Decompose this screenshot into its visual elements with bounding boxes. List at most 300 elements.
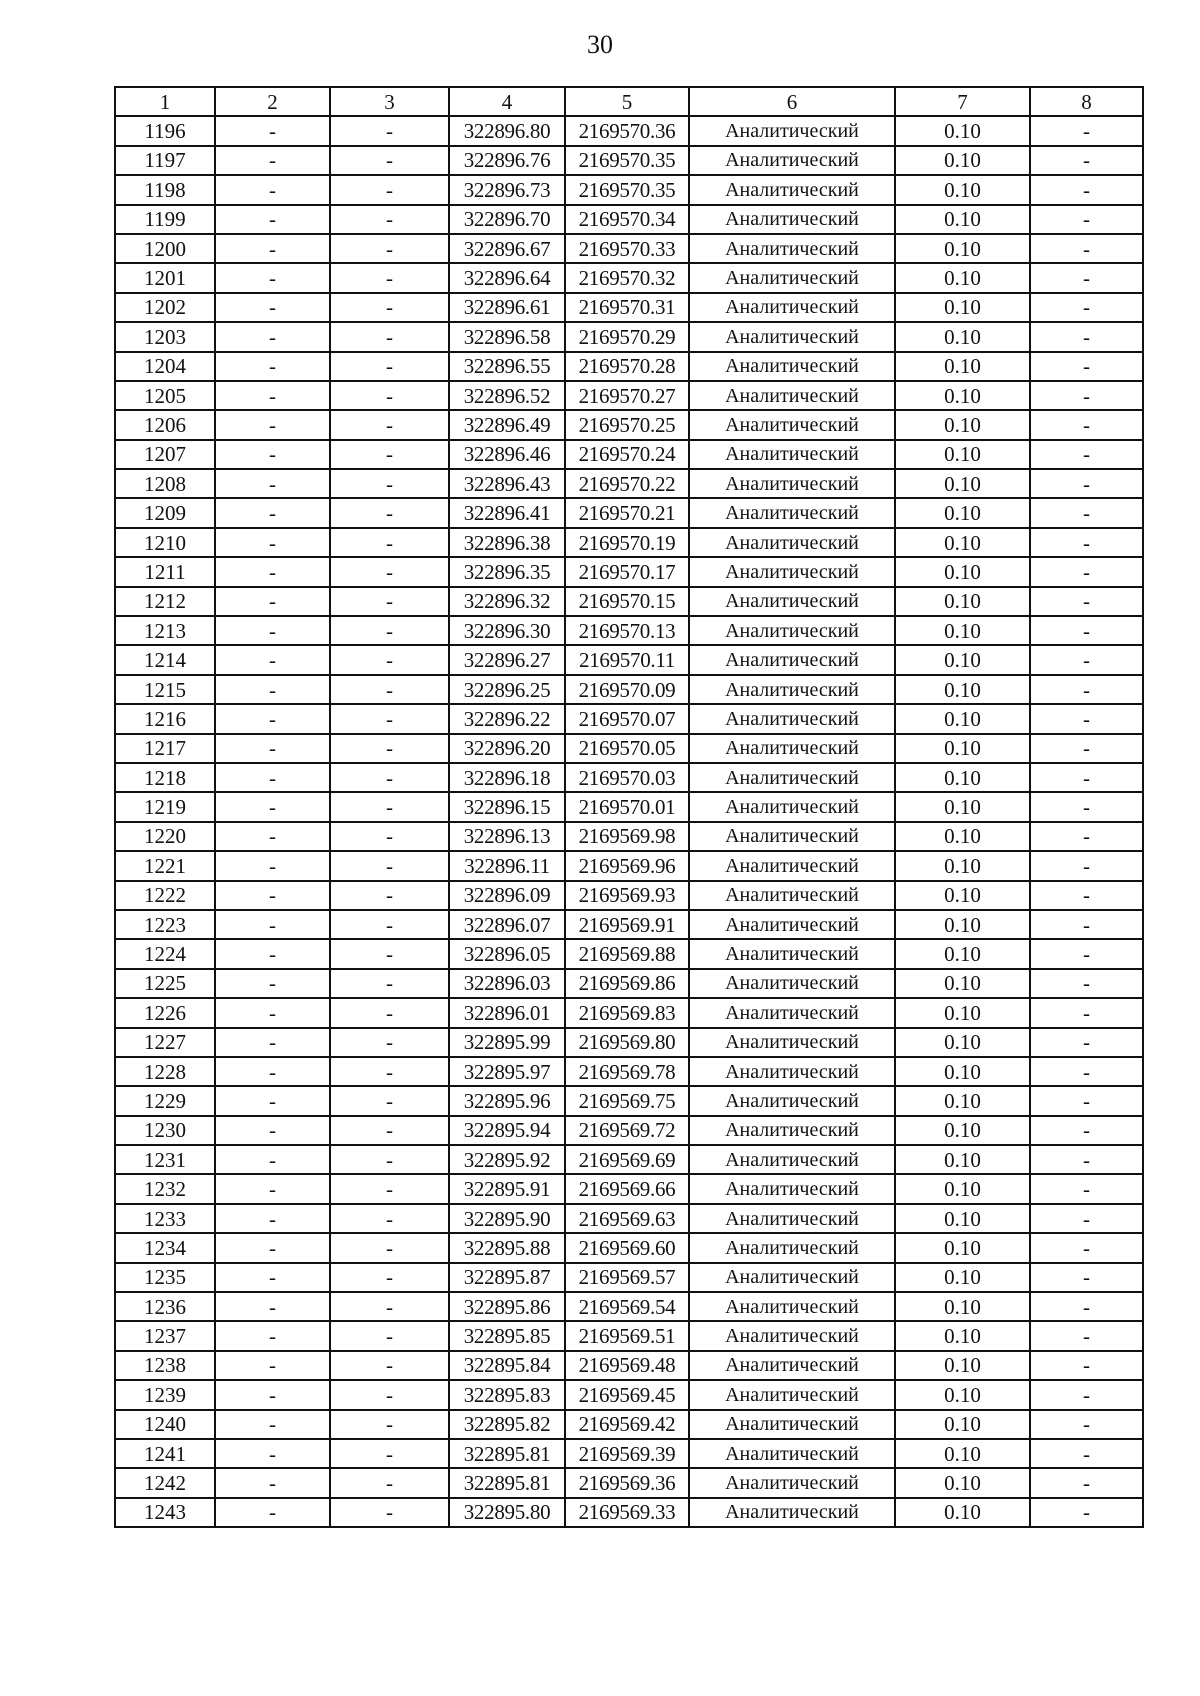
method-cell: Аналитический: [689, 1086, 895, 1115]
point-number-cell: 1199: [115, 205, 215, 234]
blank-cell: -: [330, 704, 449, 733]
accuracy-cell: 0.10: [895, 498, 1030, 527]
accuracy-cell: 0.10: [895, 1498, 1030, 1527]
y-coordinate-cell: 2169569.60: [565, 1233, 689, 1262]
blank-cell: -: [215, 1233, 330, 1262]
accuracy-cell: 0.10: [895, 381, 1030, 410]
method-cell: Аналитический: [689, 1057, 895, 1086]
column-header: 7: [895, 87, 1030, 116]
accuracy-cell: 0.10: [895, 1380, 1030, 1409]
blank-cell: -: [330, 1116, 449, 1145]
accuracy-cell: 0.10: [895, 645, 1030, 674]
blank-cell: -: [1030, 146, 1143, 175]
y-coordinate-cell: 2169569.45: [565, 1380, 689, 1409]
blank-cell: -: [330, 734, 449, 763]
blank-cell: -: [215, 1204, 330, 1233]
method-cell: Аналитический: [689, 998, 895, 1027]
x-coordinate-cell: 322895.91: [449, 1174, 565, 1203]
x-coordinate-cell: 322896.09: [449, 881, 565, 910]
method-cell: Аналитический: [689, 1204, 895, 1233]
point-number-cell: 1205: [115, 381, 215, 410]
x-coordinate-cell: 322896.58: [449, 322, 565, 351]
y-coordinate-cell: 2169569.83: [565, 998, 689, 1027]
blank-cell: -: [330, 440, 449, 469]
point-number-cell: 1215: [115, 675, 215, 704]
point-number-cell: 1202: [115, 293, 215, 322]
accuracy-cell: 0.10: [895, 1204, 1030, 1233]
blank-cell: -: [215, 1498, 330, 1527]
method-cell: Аналитический: [689, 587, 895, 616]
blank-cell: -: [330, 1380, 449, 1409]
blank-cell: -: [1030, 763, 1143, 792]
blank-cell: -: [215, 1351, 330, 1380]
blank-cell: -: [1030, 704, 1143, 733]
table-row: [115, 528, 1143, 557]
accuracy-cell: 0.10: [895, 1292, 1030, 1321]
table-row: [115, 1233, 1143, 1262]
page-number: 30: [587, 30, 613, 59]
y-coordinate-cell: 2169569.72: [565, 1116, 689, 1145]
method-cell: Аналитический: [689, 675, 895, 704]
table-row: [115, 1174, 1143, 1203]
blank-cell: -: [215, 175, 330, 204]
table-row: [115, 440, 1143, 469]
blank-cell: -: [330, 234, 449, 263]
blank-cell: -: [215, 1410, 330, 1439]
accuracy-cell: 0.10: [895, 557, 1030, 586]
blank-cell: -: [1030, 910, 1143, 939]
blank-cell: -: [1030, 998, 1143, 1027]
point-number-cell: 1220: [115, 822, 215, 851]
accuracy-cell: 0.10: [895, 704, 1030, 733]
x-coordinate-cell: 322896.76: [449, 146, 565, 175]
blank-cell: -: [1030, 1174, 1143, 1203]
blank-cell: -: [1030, 469, 1143, 498]
accuracy-cell: 0.10: [895, 1410, 1030, 1439]
method-cell: Аналитический: [689, 528, 895, 557]
method-cell: Аналитический: [689, 1116, 895, 1145]
blank-cell: -: [215, 704, 330, 733]
y-coordinate-cell: 2169570.21: [565, 498, 689, 527]
blank-cell: -: [215, 1321, 330, 1350]
point-number-cell: 1211: [115, 557, 215, 586]
x-coordinate-cell: 322895.94: [449, 1116, 565, 1145]
point-number-cell: 1209: [115, 498, 215, 527]
blank-cell: -: [215, 1086, 330, 1115]
y-coordinate-cell: 2169570.35: [565, 146, 689, 175]
method-cell: Аналитический: [689, 175, 895, 204]
y-coordinate-cell: 2169569.80: [565, 1028, 689, 1057]
blank-cell: -: [1030, 675, 1143, 704]
method-cell: Аналитический: [689, 734, 895, 763]
table-row: [115, 969, 1143, 998]
blank-cell: -: [330, 1233, 449, 1262]
blank-cell: -: [1030, 1498, 1143, 1527]
table-row: [115, 1410, 1143, 1439]
blank-cell: -: [330, 1145, 449, 1174]
x-coordinate-cell: 322896.43: [449, 469, 565, 498]
point-number-cell: 1237: [115, 1321, 215, 1350]
method-cell: Аналитический: [689, 263, 895, 292]
blank-cell: -: [1030, 1233, 1143, 1262]
table-row: [115, 1057, 1143, 1086]
y-coordinate-cell: 2169570.07: [565, 704, 689, 733]
x-coordinate-cell: 322896.13: [449, 822, 565, 851]
blank-cell: -: [1030, 175, 1143, 204]
x-coordinate-cell: 322896.18: [449, 763, 565, 792]
blank-cell: -: [330, 528, 449, 557]
blank-cell: -: [330, 822, 449, 851]
blank-cell: -: [215, 146, 330, 175]
method-cell: Аналитический: [689, 881, 895, 910]
x-coordinate-cell: 322895.82: [449, 1410, 565, 1439]
blank-cell: -: [1030, 1351, 1143, 1380]
blank-cell: -: [330, 1057, 449, 1086]
method-cell: Аналитический: [689, 557, 895, 586]
accuracy-cell: 0.10: [895, 881, 1030, 910]
y-coordinate-cell: 2169570.25: [565, 410, 689, 439]
blank-cell: -: [1030, 410, 1143, 439]
blank-cell: -: [330, 293, 449, 322]
blank-cell: -: [1030, 1204, 1143, 1233]
table-row: [115, 1204, 1143, 1233]
y-coordinate-cell: 2169569.91: [565, 910, 689, 939]
accuracy-cell: 0.10: [895, 440, 1030, 469]
method-cell: Аналитический: [689, 116, 895, 145]
y-coordinate-cell: 2169570.15: [565, 587, 689, 616]
blank-cell: -: [330, 557, 449, 586]
y-coordinate-cell: 2169570.31: [565, 293, 689, 322]
blank-cell: -: [215, 469, 330, 498]
point-number-cell: 1238: [115, 1351, 215, 1380]
x-coordinate-cell: 322896.41: [449, 498, 565, 527]
method-cell: Аналитический: [689, 322, 895, 351]
point-number-cell: 1239: [115, 1380, 215, 1409]
accuracy-cell: 0.10: [895, 1086, 1030, 1115]
blank-cell: -: [1030, 969, 1143, 998]
method-cell: Аналитический: [689, 1380, 895, 1409]
method-cell: Аналитический: [689, 1468, 895, 1497]
blank-cell: -: [1030, 1057, 1143, 1086]
blank-cell: -: [330, 469, 449, 498]
blank-cell: -: [330, 381, 449, 410]
method-cell: Аналитический: [689, 234, 895, 263]
blank-cell: -: [330, 322, 449, 351]
accuracy-cell: 0.10: [895, 1116, 1030, 1145]
x-coordinate-cell: 322896.22: [449, 704, 565, 733]
blank-cell: -: [215, 381, 330, 410]
blank-cell: -: [215, 1380, 330, 1409]
column-header: 1: [115, 87, 215, 116]
accuracy-cell: 0.10: [895, 969, 1030, 998]
blank-cell: -: [1030, 881, 1143, 910]
table-row: [115, 910, 1143, 939]
accuracy-cell: 0.10: [895, 1233, 1030, 1262]
accuracy-cell: 0.10: [895, 939, 1030, 968]
point-number-cell: 1223: [115, 910, 215, 939]
blank-cell: -: [1030, 1145, 1143, 1174]
blank-cell: -: [215, 1028, 330, 1057]
blank-cell: -: [330, 616, 449, 645]
blank-cell: -: [330, 675, 449, 704]
y-coordinate-cell: 2169569.75: [565, 1086, 689, 1115]
column-header: 3: [330, 87, 449, 116]
x-coordinate-cell: 322896.15: [449, 792, 565, 821]
blank-cell: -: [330, 587, 449, 616]
point-number-cell: 1230: [115, 1116, 215, 1145]
method-cell: Аналитический: [689, 1028, 895, 1057]
point-number-cell: 1228: [115, 1057, 215, 1086]
x-coordinate-cell: 322896.70: [449, 205, 565, 234]
x-coordinate-cell: 322896.64: [449, 263, 565, 292]
accuracy-cell: 0.10: [895, 410, 1030, 439]
accuracy-cell: 0.10: [895, 822, 1030, 851]
accuracy-cell: 0.10: [895, 1439, 1030, 1468]
point-number-cell: 1216: [115, 704, 215, 733]
point-number-cell: 1243: [115, 1498, 215, 1527]
blank-cell: -: [215, 1116, 330, 1145]
x-coordinate-cell: 322895.88: [449, 1233, 565, 1262]
accuracy-cell: 0.10: [895, 851, 1030, 880]
point-number-cell: 1229: [115, 1086, 215, 1115]
method-cell: Аналитический: [689, 410, 895, 439]
blank-cell: -: [215, 734, 330, 763]
blank-cell: -: [215, 352, 330, 381]
blank-cell: -: [215, 1263, 330, 1292]
method-cell: Аналитический: [689, 1351, 895, 1380]
blank-cell: -: [330, 851, 449, 880]
point-number-cell: 1218: [115, 763, 215, 792]
point-number-cell: 1204: [115, 352, 215, 381]
method-cell: Аналитический: [689, 822, 895, 851]
point-number-cell: 1203: [115, 322, 215, 351]
blank-cell: -: [1030, 234, 1143, 263]
blank-cell: -: [330, 1410, 449, 1439]
y-coordinate-cell: 2169570.13: [565, 616, 689, 645]
column-header: 4: [449, 87, 565, 116]
point-number-cell: 1206: [115, 410, 215, 439]
blank-cell: -: [330, 1468, 449, 1497]
x-coordinate-cell: 322895.83: [449, 1380, 565, 1409]
method-cell: Аналитический: [689, 969, 895, 998]
x-coordinate-cell: 322896.55: [449, 352, 565, 381]
accuracy-cell: 0.10: [895, 116, 1030, 145]
table-row: [115, 881, 1143, 910]
method-cell: Аналитический: [689, 1410, 895, 1439]
accuracy-cell: 0.10: [895, 293, 1030, 322]
table-row: [115, 381, 1143, 410]
blank-cell: -: [1030, 293, 1143, 322]
blank-cell: -: [1030, 322, 1143, 351]
table-row: [115, 352, 1143, 381]
blank-cell: -: [330, 1439, 449, 1468]
table-row: [115, 1321, 1143, 1350]
table-row: [115, 1028, 1143, 1057]
accuracy-cell: 0.10: [895, 469, 1030, 498]
method-cell: Аналитический: [689, 1439, 895, 1468]
x-coordinate-cell: 322896.03: [449, 969, 565, 998]
method-cell: Аналитический: [689, 851, 895, 880]
blank-cell: -: [215, 1174, 330, 1203]
point-number-cell: 1208: [115, 469, 215, 498]
accuracy-cell: 0.10: [895, 1351, 1030, 1380]
y-coordinate-cell: 2169570.09: [565, 675, 689, 704]
point-number-cell: 1231: [115, 1145, 215, 1174]
column-header: 5: [565, 87, 689, 116]
table-row: [115, 734, 1143, 763]
blank-cell: -: [330, 1174, 449, 1203]
y-coordinate-cell: 2169569.63: [565, 1204, 689, 1233]
method-cell: Аналитический: [689, 763, 895, 792]
table-row: [115, 1468, 1143, 1497]
blank-cell: -: [1030, 734, 1143, 763]
blank-cell: -: [215, 645, 330, 674]
y-coordinate-cell: 2169570.34: [565, 205, 689, 234]
accuracy-cell: 0.10: [895, 1263, 1030, 1292]
blank-cell: -: [1030, 498, 1143, 527]
x-coordinate-cell: 322896.27: [449, 645, 565, 674]
column-header: 2: [215, 87, 330, 116]
blank-cell: -: [330, 1351, 449, 1380]
x-coordinate-cell: 322896.20: [449, 734, 565, 763]
point-number-cell: 1227: [115, 1028, 215, 1057]
table-row: [115, 1439, 1143, 1468]
y-coordinate-cell: 2169569.78: [565, 1057, 689, 1086]
x-coordinate-cell: 322896.05: [449, 939, 565, 968]
table-row: [115, 1380, 1143, 1409]
blank-cell: -: [330, 1263, 449, 1292]
accuracy-cell: 0.10: [895, 322, 1030, 351]
point-number-cell: 1207: [115, 440, 215, 469]
accuracy-cell: 0.10: [895, 263, 1030, 292]
y-coordinate-cell: 2169570.24: [565, 440, 689, 469]
blank-cell: -: [215, 440, 330, 469]
table-row: [115, 469, 1143, 498]
blank-cell: -: [215, 998, 330, 1027]
blank-cell: -: [215, 822, 330, 851]
blank-cell: -: [330, 263, 449, 292]
x-coordinate-cell: 322896.80: [449, 116, 565, 145]
method-cell: Аналитический: [689, 293, 895, 322]
method-cell: Аналитический: [689, 205, 895, 234]
blank-cell: -: [330, 1498, 449, 1527]
y-coordinate-cell: 2169569.86: [565, 969, 689, 998]
blank-cell: -: [1030, 822, 1143, 851]
table-row: [115, 587, 1143, 616]
blank-cell: -: [215, 851, 330, 880]
method-cell: Аналитический: [689, 1145, 895, 1174]
point-number-cell: 1222: [115, 881, 215, 910]
y-coordinate-cell: 2169569.54: [565, 1292, 689, 1321]
blank-cell: -: [330, 116, 449, 145]
method-cell: Аналитический: [689, 146, 895, 175]
x-coordinate-cell: 322896.38: [449, 528, 565, 557]
accuracy-cell: 0.10: [895, 528, 1030, 557]
column-header: 8: [1030, 87, 1143, 116]
x-coordinate-cell: 322896.01: [449, 998, 565, 1027]
y-coordinate-cell: 2169570.33: [565, 234, 689, 263]
table-row: [115, 1263, 1143, 1292]
point-number-cell: 1225: [115, 969, 215, 998]
table-row: [115, 792, 1143, 821]
x-coordinate-cell: 322896.07: [449, 910, 565, 939]
method-cell: Аналитический: [689, 440, 895, 469]
table-row: [115, 116, 1143, 145]
point-number-cell: 1217: [115, 734, 215, 763]
blank-cell: -: [1030, 1263, 1143, 1292]
y-coordinate-cell: 2169569.69: [565, 1145, 689, 1174]
blank-cell: -: [330, 146, 449, 175]
table-row: [115, 851, 1143, 880]
x-coordinate-cell: 322896.35: [449, 557, 565, 586]
table-row: [115, 263, 1143, 292]
blank-cell: -: [1030, 616, 1143, 645]
x-coordinate-cell: 322896.52: [449, 381, 565, 410]
method-cell: Аналитический: [689, 1233, 895, 1262]
blank-cell: -: [215, 969, 330, 998]
accuracy-cell: 0.10: [895, 763, 1030, 792]
y-coordinate-cell: 2169570.36: [565, 116, 689, 145]
blank-cell: -: [330, 998, 449, 1027]
blank-cell: -: [330, 939, 449, 968]
point-number-cell: 1224: [115, 939, 215, 968]
x-coordinate-cell: 322896.61: [449, 293, 565, 322]
method-cell: Аналитический: [689, 1292, 895, 1321]
blank-cell: -: [215, 910, 330, 939]
point-number-cell: 1233: [115, 1204, 215, 1233]
column-header: 6: [689, 87, 895, 116]
point-number-cell: 1241: [115, 1439, 215, 1468]
accuracy-cell: 0.10: [895, 616, 1030, 645]
table-row: [115, 1498, 1143, 1527]
blank-cell: -: [1030, 939, 1143, 968]
y-coordinate-cell: 2169570.03: [565, 763, 689, 792]
blank-cell: -: [215, 263, 330, 292]
y-coordinate-cell: 2169570.27: [565, 381, 689, 410]
blank-cell: -: [330, 1028, 449, 1057]
y-coordinate-cell: 2169569.96: [565, 851, 689, 880]
y-coordinate-cell: 2169569.66: [565, 1174, 689, 1203]
point-number-cell: 1200: [115, 234, 215, 263]
point-number-cell: 1235: [115, 1263, 215, 1292]
blank-cell: -: [215, 116, 330, 145]
y-coordinate-cell: 2169569.36: [565, 1468, 689, 1497]
point-number-cell: 1197: [115, 146, 215, 175]
method-cell: Аналитический: [689, 704, 895, 733]
point-number-cell: 1213: [115, 616, 215, 645]
accuracy-cell: 0.10: [895, 910, 1030, 939]
blank-cell: -: [1030, 1292, 1143, 1321]
blank-cell: -: [215, 587, 330, 616]
y-coordinate-cell: 2169569.48: [565, 1351, 689, 1380]
blank-cell: -: [215, 528, 330, 557]
blank-cell: -: [1030, 116, 1143, 145]
blank-cell: -: [215, 293, 330, 322]
accuracy-cell: 0.10: [895, 734, 1030, 763]
table-row: [115, 675, 1143, 704]
accuracy-cell: 0.10: [895, 1057, 1030, 1086]
table-row: [115, 998, 1143, 1027]
method-cell: Аналитический: [689, 939, 895, 968]
blank-cell: -: [330, 881, 449, 910]
blank-cell: -: [330, 910, 449, 939]
x-coordinate-cell: 322896.32: [449, 587, 565, 616]
table-row: [115, 410, 1143, 439]
table-row: [115, 616, 1143, 645]
point-number-cell: 1232: [115, 1174, 215, 1203]
table-row: [115, 1292, 1143, 1321]
method-cell: Аналитический: [689, 352, 895, 381]
